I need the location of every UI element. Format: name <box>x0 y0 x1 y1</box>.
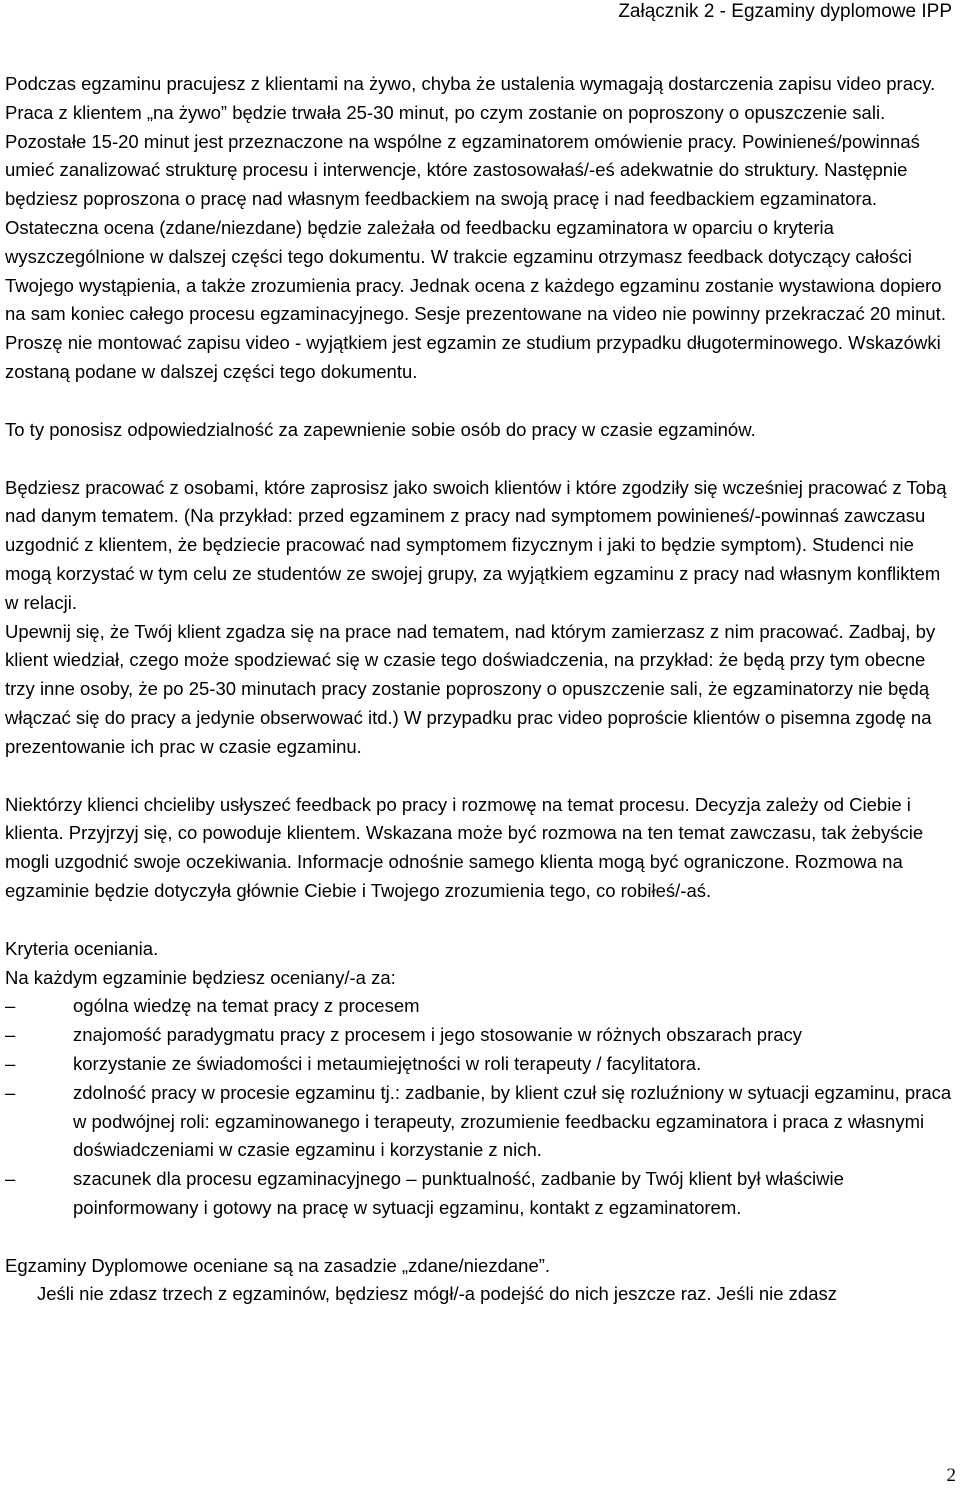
page-number: 2 <box>946 1465 956 1486</box>
final-paragraph: Jeśli nie zdasz trzech z egzaminów, będziesz mógł/-a podejść do nich jeszcze raz. Jeśli nie zdasz <box>37 1283 837 1305</box>
paragraph-responsibility: To ty ponosisz odpowiedzialność za zapewnienie sobie osób do pracy w czasie egzaminów. <box>5 418 756 440</box>
list-item-text: szacunek dla procesu egzaminacyjnego – punktualność, zadbanie by Twój klient był właściwie poinformowany i gotowy na pracę w sytuacji egzaminu, kontakt z egzaminatorem. <box>73 1168 844 1218</box>
list-item <box>5 1079 955 1165</box>
paragraph-clients: Będziesz pracować z osobami, które zaprosisz jako swoich klientów i które zgodziły się wcześniej pracować z Tobą nad danym tematem. (Na przykład: przed egzaminem z pracy nad symptomem powinieneś/-powinnaś zawczasu uzgodnić z klientem, że będziecie pracować nad symptomem fizycznym i jaki to będzie symptom). Studenci nie mogą korzystać w tym celu ze studentów ze swojej grupy, za wyjątkiem egzaminu z pracy nad własnym konfliktem w relacji. <box>5 476 947 613</box>
criteria-heading: Kryteria oceniania. <box>5 937 159 959</box>
list-item <box>5 1050 955 1079</box>
paragraph-feedback: Niektórzy klienci chcieliby usłyszeć feedback po pracy i rozmowę na temat procesu. Decyzja zależy od Ciebie i klienta. Przyjrzyj się, co powoduje klientem. Wskazana może być rozmowa na ten temat zawczasu, tak żebyście mogli uzgodnić swoje oczekiwania. Informacje odnośnie samego klienta mogą być ograniczone. Rozmowa na egzaminie będzie dotyczyła głównie Ciebie i Twojego zrozumienia tego, co robiłeś/-aś. <box>5 793 924 901</box>
list-item <box>5 1165 955 1223</box>
criteria-list <box>5 992 955 1222</box>
final-heading: Egzaminy Dyplomowe oceniane są na zasadzie „zdane/niezdane”. <box>5 1254 551 1276</box>
list-item-text: zdolność pracy w procesie egzaminu tj.: zadbanie, by klient czuł się rozluźniony w sytuacji egzaminu, praca w podwójnej roli: egzaminowanego i terapeuty, zrozumienie feedbacku egzaminatora i praca z własnymi doświadczeniami w czasie egzaminu i korzystanie z nich. <box>73 1081 952 1161</box>
list-item-text: korzystanie ze świadomości i metaumiejętności w roli terapeuty / facylitatora. <box>73 1052 702 1074</box>
document-body <box>5 70 955 1309</box>
list-item <box>5 992 955 1021</box>
paragraph-client-consent: Upewnij się, że Twój klient zgadza się na prace nad tematem, nad którym zamierzasz z nim pracować. Zadbaj, by klient wiedział, czego może spodziewać się w czasie tego doświadczenia, na przykład: że będą przy tym obecne trzy inne osoby, że po 25-30 minutach pracy zostanie poproszony o opuszczenie sali, że egzaminatorzy nie będą włączać się do pracy a jedynie obserwować itd.) W przypadku prac video poproście klientów o pisemna zgodę na prezentowanie ich prac w czasie egzaminu. <box>5 620 936 757</box>
dash-bullet: – <box>5 1024 16 1046</box>
paragraph-exam-procedure: Podczas egzaminu pracujesz z klientami na żywo, chyba że ustalenia wymagają dostarczenia zapisu video pracy. Praca z klientem „na żywo” będzie trwała 25-30 minut, po czym zostanie on poproszony o opuszczenie sali. Pozostałe 15-20 minut jest przeznaczone na wspólne z egzaminatorem omówienie pracy. Powinieneś/powinnaś umieć zanalizować strukturę procesu i interwencje, które zastosowałaś/-eś adekwatnie do struktury. Następnie będziesz poproszona o pracę nad własnym feedbackiem na swoją pracę i nad feedbackiem egzaminatora. Ostateczna ocena (zdane/niezdane) będzie zależała od feedbacku egzaminatora w oparciu o kryteria wyszczególnione w dalszej części tego dokumentu. W trakcie egzaminu otrzymasz feedback dotyczący całości Twojego wystąpienia, a także zrozumienia pracy. Jednak ocena z każdego egzaminu zostanie wystawiona dopiero na sam koniec całego procesu egzaminacyjnego. Sesje prezentowane na video nie powinny przekraczać 20 minut. Proszę nie montować zapisu video - wyjątkiem jest egzamin ze studium przypadku długoterminowego. Wskazówki zostaną podane w dalszej części tego dokumentu. <box>5 73 946 382</box>
page-header: Załącznik 2 - Egzaminy dyplomowe IPP <box>618 1 952 22</box>
list-item <box>5 1021 955 1050</box>
list-item-text: znajomość paradygmatu pracy z procesem i jego stosowanie w różnych obszarach pracy <box>73 1024 803 1046</box>
dash-bullet: – <box>5 1168 16 1190</box>
list-item-text: ogólna wiedzę na temat pracy z procesem <box>73 995 420 1017</box>
dash-bullet: – <box>5 995 16 1017</box>
dash-bullet: – <box>5 1052 16 1074</box>
criteria-intro: Na każdym egzaminie będziesz oceniany/-a za: <box>5 966 396 988</box>
dash-bullet: – <box>5 1081 16 1103</box>
